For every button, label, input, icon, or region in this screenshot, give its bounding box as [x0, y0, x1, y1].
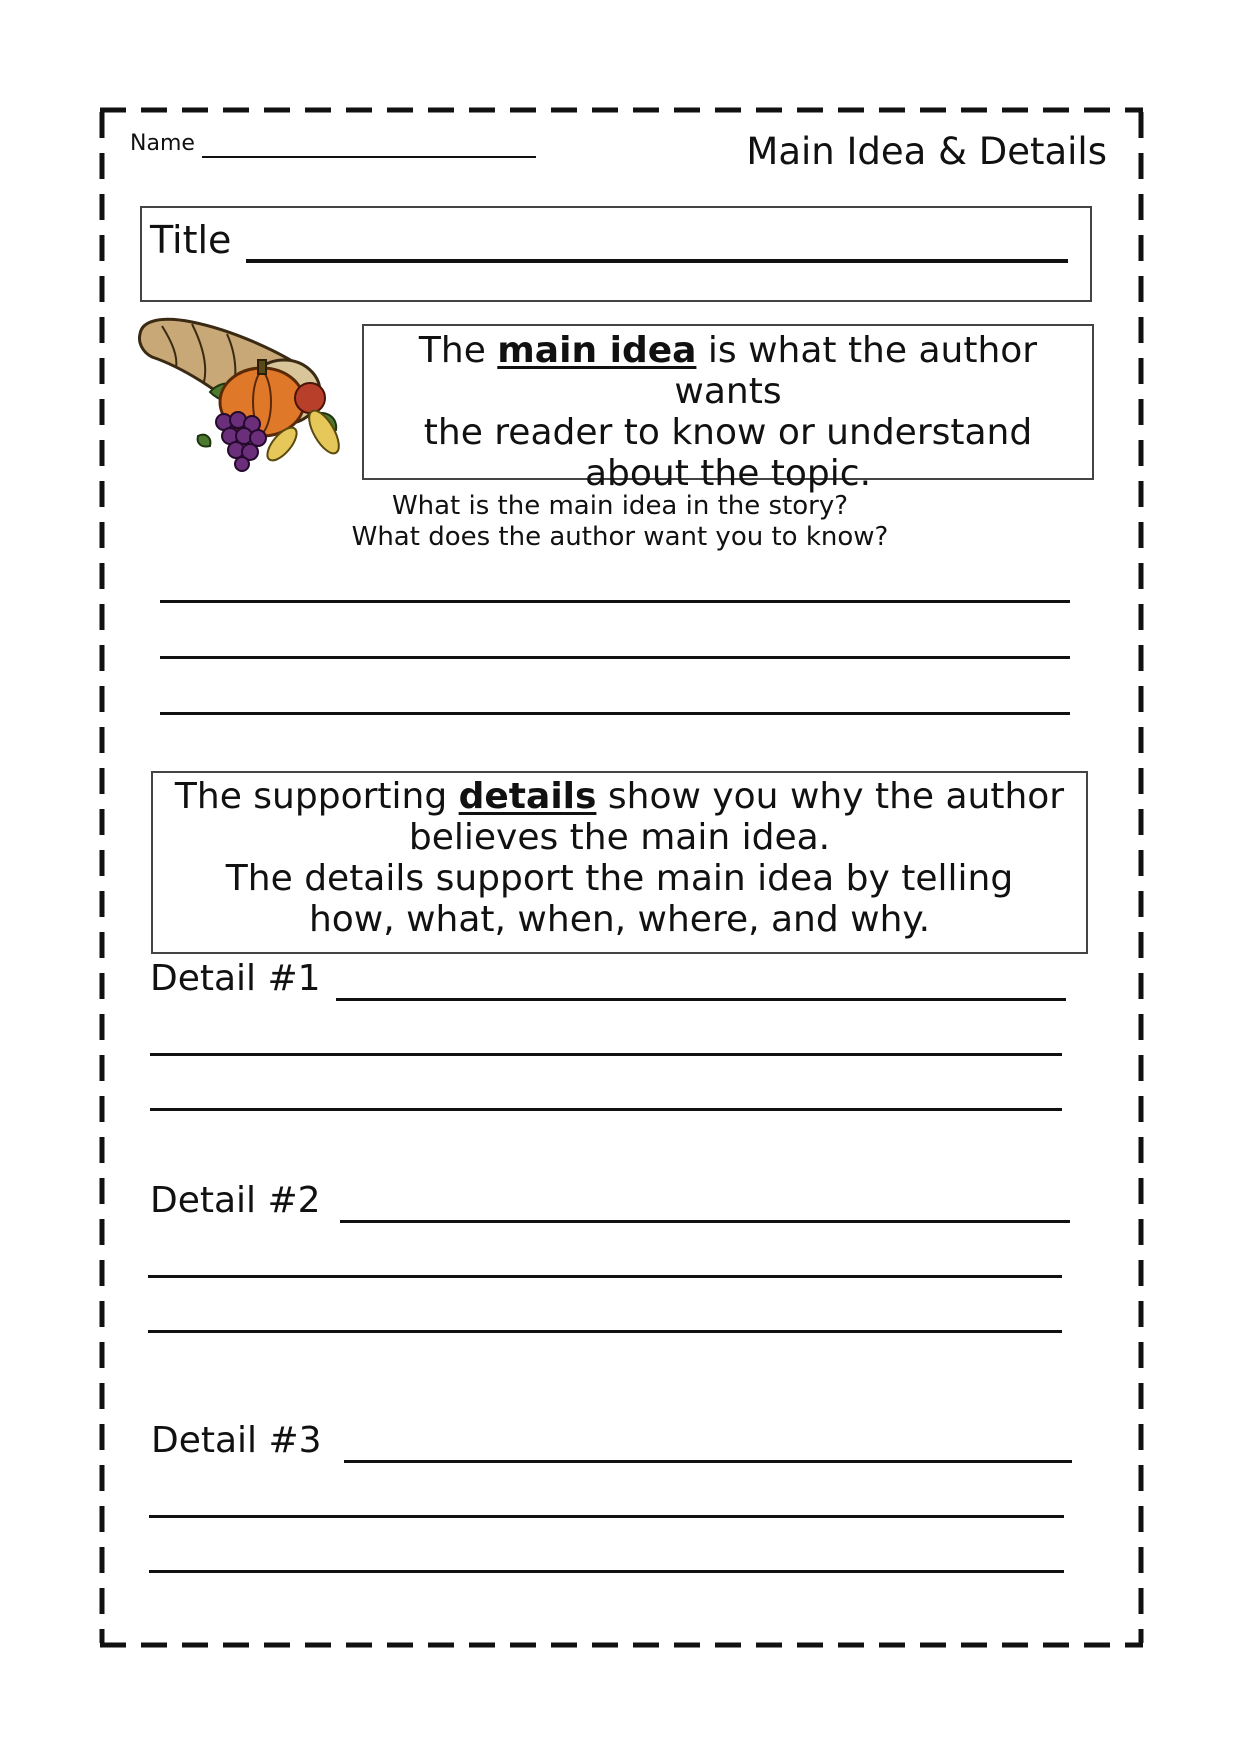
- detail-3-label: Detail #3: [151, 1420, 322, 1461]
- question-line1: What is the main idea in the story?: [391, 491, 849, 521]
- main-idea-definition-line2: the reader to know or understand: [423, 412, 1033, 453]
- details-definition-line1: [153, 776, 1086, 817]
- details-definition-line3: The details support the main idea by telling: [225, 858, 1014, 899]
- details-prefix: The supporting: [174, 776, 459, 817]
- detail-2-answer-line[interactable]: [148, 1275, 1062, 1278]
- main-idea-prefix: The: [418, 330, 498, 371]
- main-idea-question: [300, 491, 940, 553]
- details-definition-line2: believes the main idea.: [408, 817, 831, 858]
- name-field-line[interactable]: [202, 156, 536, 158]
- main-idea-answer-line[interactable]: [160, 600, 1070, 603]
- main-idea-answer-line[interactable]: [160, 656, 1070, 659]
- details-keyword: details: [458, 776, 597, 817]
- main-idea-definition-line1: [364, 330, 1092, 412]
- detail-1-answer-line[interactable]: [336, 998, 1066, 1001]
- detail-2-answer-line[interactable]: [340, 1220, 1070, 1223]
- question-line2: What does the author want you to know?: [351, 522, 889, 552]
- detail-1-label: Detail #1: [150, 958, 321, 999]
- name-label: Name: [130, 131, 195, 156]
- detail-2-answer-line[interactable]: [148, 1330, 1062, 1333]
- detail-1-answer-line[interactable]: [150, 1053, 1062, 1056]
- detail-3-answer-line[interactable]: [149, 1570, 1064, 1573]
- details-line1-rest: show you why the author: [596, 776, 1065, 817]
- main-idea-definition-box: [362, 324, 1094, 494]
- details-definition-line4: how, what, when, where, and why.: [308, 899, 931, 940]
- detail-3-answer-line[interactable]: [344, 1460, 1072, 1463]
- detail-3-answer-line[interactable]: [149, 1515, 1064, 1518]
- main-idea-definition-line3: about the topic.: [584, 453, 872, 494]
- details-definition-box: [151, 771, 1088, 954]
- title-box: [140, 206, 1092, 302]
- title-field-line[interactable]: [246, 259, 1068, 263]
- cornucopia-icon: [132, 312, 346, 472]
- main-idea-line1-rest: is what the author wants: [674, 330, 1038, 412]
- title-label: Title: [150, 218, 232, 262]
- page-title: Main Idea & Details: [746, 130, 1107, 173]
- main-idea-keyword: main idea: [497, 330, 697, 371]
- main-idea-answer-line[interactable]: [160, 712, 1070, 715]
- detail-2-label: Detail #2: [150, 1180, 321, 1221]
- detail-1-answer-line[interactable]: [150, 1108, 1062, 1111]
